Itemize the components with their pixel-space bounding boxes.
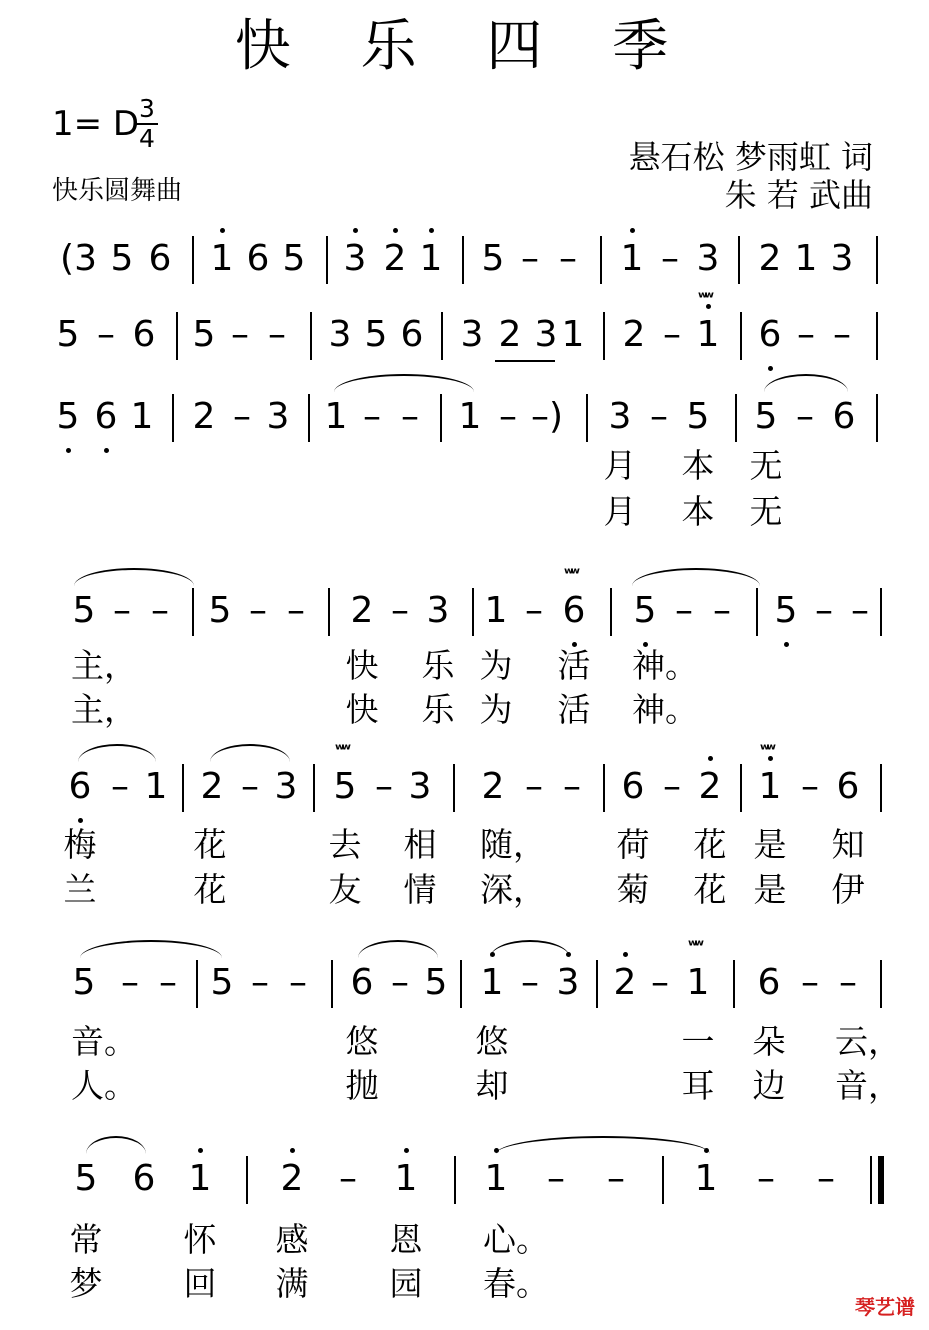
lyric-syllable: 去 xyxy=(328,825,362,864)
note: 5 xyxy=(72,962,96,1003)
lyric-syllable: 神。 xyxy=(632,690,698,729)
note: 5 xyxy=(633,590,657,631)
barline xyxy=(603,764,605,812)
note-dash: – xyxy=(268,314,286,355)
lyric-syllable: 音。 xyxy=(71,1022,137,1061)
barline xyxy=(876,236,878,284)
note: 5 xyxy=(424,962,448,1003)
slur-arc xyxy=(632,568,760,586)
lyric-syllable: 春。 xyxy=(483,1264,549,1303)
note: 6 xyxy=(621,766,645,807)
lyric-syllable: 乐 xyxy=(421,646,455,685)
note: 1 xyxy=(130,396,154,437)
note: 6 xyxy=(758,314,782,355)
note: 1 xyxy=(794,238,818,279)
note-dash: – xyxy=(661,238,679,279)
lyric-syllable: 无 xyxy=(749,492,783,531)
note-dash: – xyxy=(231,314,249,355)
note: 5 xyxy=(208,590,232,631)
note: 3 xyxy=(266,396,290,437)
note: 6 xyxy=(132,314,156,355)
octave-up-dot xyxy=(630,228,635,233)
octave-up-dot xyxy=(708,756,713,761)
note: 3 xyxy=(274,766,298,807)
octave-down-dot xyxy=(784,642,789,647)
note: 6 xyxy=(246,238,270,279)
note: 5 xyxy=(56,314,80,355)
note: 5 xyxy=(110,238,134,279)
note: 2 xyxy=(481,766,505,807)
note-dash: – xyxy=(817,1158,835,1199)
note: 2 xyxy=(383,238,407,279)
lyric-syllable: 无 xyxy=(749,446,783,485)
lyric-syllable: 耳 xyxy=(681,1066,715,1105)
note: 1 xyxy=(458,396,482,437)
note: 5 xyxy=(282,238,306,279)
octave-up-dot xyxy=(353,228,358,233)
note: 1 xyxy=(324,396,348,437)
barline xyxy=(331,960,333,1008)
staff-line-7 xyxy=(0,1156,929,1246)
note-dash: – xyxy=(651,962,669,1003)
note-dash: – xyxy=(839,962,857,1003)
note: 1 xyxy=(210,238,234,279)
note: 3 xyxy=(534,314,558,355)
lyric-syllable: 伊 xyxy=(831,870,865,909)
note-dash: – xyxy=(401,396,419,437)
slur-arc xyxy=(86,1136,146,1154)
note: 6 xyxy=(148,238,172,279)
note: 1 xyxy=(694,1158,718,1199)
mordent-mark: ʷʷ xyxy=(564,564,577,583)
lyric-syllable: 心。 xyxy=(483,1220,549,1259)
key-signature: 1= D xyxy=(52,104,140,144)
slur-arc xyxy=(80,940,222,958)
note-dash: – xyxy=(663,766,681,807)
note-dash: – xyxy=(391,962,409,1003)
lyric-syllable: 朵 xyxy=(752,1022,786,1061)
note: 6 xyxy=(836,766,860,807)
lyric-syllable: 边 xyxy=(752,1066,786,1105)
note: 3 xyxy=(426,590,450,631)
note: 5 xyxy=(754,396,778,437)
barline xyxy=(735,394,737,442)
lyric-syllable: 随， xyxy=(480,825,546,864)
octave-up-dot xyxy=(623,952,628,957)
final-barline xyxy=(870,1156,886,1204)
note-dash: – xyxy=(607,1158,625,1199)
note-dash: – xyxy=(233,396,251,437)
barline xyxy=(310,312,312,360)
lyric-syllable: 悠 xyxy=(345,1022,379,1061)
note: 5 xyxy=(74,1158,98,1199)
note-dash: – xyxy=(796,396,814,437)
lyric-syllable: 乐 xyxy=(421,690,455,729)
time-signature-bottom: 4 xyxy=(139,124,155,153)
lyric-syllable: 抛 xyxy=(345,1066,379,1105)
slur-arc xyxy=(496,1136,710,1154)
time-signature xyxy=(136,96,158,152)
note: (3 xyxy=(60,238,97,279)
note-dash: – xyxy=(499,396,517,437)
note: 1 xyxy=(561,314,585,355)
lyric-syllable: 为 xyxy=(479,690,513,729)
octave-down-dot xyxy=(66,448,71,453)
slur-arc xyxy=(210,744,290,762)
note-dash: – xyxy=(675,590,693,631)
mordent-mark: ʷʷ xyxy=(688,936,701,955)
lyric-syllable: 云， xyxy=(835,1022,901,1061)
slur-arc xyxy=(490,940,570,958)
underline-beam xyxy=(495,360,555,362)
note: 1 xyxy=(686,962,710,1003)
note-dash: – xyxy=(801,766,819,807)
slur-arc xyxy=(78,744,156,762)
barline xyxy=(172,394,174,442)
note-dash: – xyxy=(121,962,139,1003)
lyric-syllable: 快 xyxy=(345,690,379,729)
note-dash: – xyxy=(833,314,851,355)
barline xyxy=(182,764,184,812)
octave-up-dot xyxy=(393,228,398,233)
lyric-syllable: 花 xyxy=(193,870,227,909)
barline xyxy=(462,236,464,284)
note-dash: – xyxy=(339,1158,357,1199)
watermark-logo: 琴艺谱 xyxy=(855,1295,915,1319)
lyric-syllable: 本 xyxy=(681,446,715,485)
lyric-syllable: 友 xyxy=(328,870,362,909)
barline xyxy=(733,960,735,1008)
lyricist-credit: 悬石松 梦雨虹 词 xyxy=(628,138,873,176)
note-dash: – xyxy=(525,590,543,631)
barline xyxy=(740,764,742,812)
note-dash: – xyxy=(815,590,833,631)
note-dash: – xyxy=(851,590,869,631)
lyric-syllable: 快 xyxy=(345,646,379,685)
lyric-syllable: 花 xyxy=(693,870,727,909)
lyric-syllable: 主， xyxy=(71,646,137,685)
tempo-marking: 快乐圆舞曲 xyxy=(52,176,183,206)
note: 5 xyxy=(774,590,798,631)
note: 5 xyxy=(686,396,710,437)
note: 1 xyxy=(696,314,720,355)
lyric-syllable: 园 xyxy=(389,1264,423,1303)
note: 3 xyxy=(696,238,720,279)
note: 3 xyxy=(343,238,367,279)
note-dash: – xyxy=(650,396,668,437)
barline xyxy=(472,588,474,636)
note: 1 xyxy=(419,238,443,279)
barline xyxy=(460,960,462,1008)
lyric-syllable: 音， xyxy=(835,1066,901,1105)
note: 3 xyxy=(328,314,352,355)
lyric-syllable: 梦 xyxy=(69,1264,103,1303)
barline xyxy=(192,588,194,636)
note: 1 xyxy=(620,238,644,279)
octave-up-dot xyxy=(290,1148,295,1153)
barline xyxy=(176,312,178,360)
barline xyxy=(441,312,443,360)
mordent-mark: ʷʷ xyxy=(335,740,348,759)
note: 2 xyxy=(613,962,637,1003)
note-dash: – xyxy=(797,314,815,355)
lyric-syllable: 常 xyxy=(69,1220,103,1259)
lyric-syllable: 菊 xyxy=(616,870,650,909)
note: 2 xyxy=(498,314,522,355)
lyric-syllable: 却 xyxy=(475,1066,509,1105)
lyric-syllable: 是 xyxy=(753,825,787,864)
lyric-syllable: 情 xyxy=(403,870,437,909)
barline xyxy=(586,394,588,442)
lyric-syllable: 相 xyxy=(403,825,437,864)
note: 6 xyxy=(400,314,424,355)
barline xyxy=(740,312,742,360)
lyric-syllable: 本 xyxy=(681,492,715,531)
note: 3 xyxy=(556,962,580,1003)
lyric-syllable: 怀 xyxy=(183,1220,217,1259)
mordent-mark: ʷʷ xyxy=(698,288,711,307)
octave-up-dot xyxy=(404,1148,409,1153)
staff-line-3 xyxy=(0,394,929,484)
barline xyxy=(453,764,455,812)
lyric-syllable: 梅 xyxy=(63,825,97,864)
note-dash: – xyxy=(287,590,305,631)
lyric-syllable: 知 xyxy=(831,825,865,864)
note-dash: – xyxy=(525,766,543,807)
barline xyxy=(880,764,882,812)
lyric-syllable: 是 xyxy=(753,870,787,909)
lyric-syllable: 荷 xyxy=(616,825,650,864)
lyric-syllable: 一 xyxy=(681,1022,715,1061)
note: 5 xyxy=(481,238,505,279)
barline xyxy=(603,312,605,360)
barline xyxy=(880,960,882,1008)
octave-up-dot xyxy=(429,228,434,233)
barline xyxy=(313,764,315,812)
octave-down-dot xyxy=(78,818,83,823)
note: 2 xyxy=(280,1158,304,1199)
note: 1 xyxy=(144,766,168,807)
note: 1 xyxy=(188,1158,212,1199)
note: 1 xyxy=(484,590,508,631)
note-dash: – xyxy=(521,238,539,279)
note: 6 xyxy=(832,396,856,437)
note: 3 xyxy=(408,766,432,807)
lyric-syllable: 满 xyxy=(275,1264,309,1303)
note-dash: – xyxy=(547,1158,565,1199)
note-dash: – xyxy=(563,766,581,807)
note-dash: – xyxy=(559,238,577,279)
barline xyxy=(440,394,442,442)
barline xyxy=(756,588,758,636)
note: 1 xyxy=(484,1158,508,1199)
note: 6 xyxy=(94,396,118,437)
note: 5 xyxy=(192,314,216,355)
barline xyxy=(880,588,882,636)
note: 2 xyxy=(200,766,224,807)
barline xyxy=(454,1156,456,1204)
note: 1 xyxy=(758,766,782,807)
note: 2 xyxy=(192,396,216,437)
note: 5 xyxy=(333,766,357,807)
note: 5 xyxy=(210,962,234,1003)
note-dash: –) xyxy=(531,396,564,437)
barline xyxy=(876,312,878,360)
note-dash: – xyxy=(97,314,115,355)
mordent-mark: ʷʷ xyxy=(760,740,773,759)
note-dash: – xyxy=(289,962,307,1003)
lyric-syllable: 回 xyxy=(183,1264,217,1303)
note-dash: – xyxy=(363,396,381,437)
barline xyxy=(196,960,198,1008)
lyric-syllable: 活 xyxy=(557,646,591,685)
note-dash: – xyxy=(241,766,259,807)
octave-up-dot xyxy=(198,1148,203,1153)
note-dash: – xyxy=(375,766,393,807)
lyric-syllable: 人。 xyxy=(71,1066,137,1105)
lyric-syllable: 活 xyxy=(557,690,591,729)
barline xyxy=(662,1156,664,1204)
lyric-syllable: 感 xyxy=(275,1220,309,1259)
note: 2 xyxy=(622,314,646,355)
slur-arc xyxy=(74,568,194,586)
lyric-syllable: 深， xyxy=(480,870,546,909)
slur-arc xyxy=(358,940,438,958)
composer-credit: 朱 若 武曲 xyxy=(724,176,873,214)
note: 6 xyxy=(350,962,374,1003)
note: 6 xyxy=(68,766,92,807)
barline xyxy=(876,394,878,442)
barline xyxy=(246,1156,248,1204)
lyric-syllable: 悠 xyxy=(475,1022,509,1061)
note: 6 xyxy=(562,590,586,631)
note: 1 xyxy=(480,962,504,1003)
lyric-syllable: 花 xyxy=(693,825,727,864)
note-dash: – xyxy=(391,590,409,631)
note-dash: – xyxy=(113,590,131,631)
note: 5 xyxy=(72,590,96,631)
note: 6 xyxy=(132,1158,156,1199)
barline xyxy=(326,236,328,284)
note: 2 xyxy=(758,238,782,279)
note-dash: – xyxy=(757,1158,775,1199)
lyric-syllable: 神。 xyxy=(632,646,698,685)
lyric-syllable: 主， xyxy=(71,690,137,729)
lyric-syllable: 恩 xyxy=(389,1220,423,1259)
barline xyxy=(600,236,602,284)
lyric-syllable: 为 xyxy=(479,646,513,685)
lyric-syllable: 花 xyxy=(193,825,227,864)
lyric-syllable: 月 xyxy=(603,492,637,531)
note-dash: – xyxy=(251,962,269,1003)
note: 5 xyxy=(364,314,388,355)
octave-up-dot xyxy=(220,228,225,233)
lyric-syllable: 兰 xyxy=(63,870,97,909)
note-dash: – xyxy=(801,962,819,1003)
note-dash: – xyxy=(663,314,681,355)
barline xyxy=(596,960,598,1008)
note-dash: – xyxy=(111,766,129,807)
lyric-syllable: 月 xyxy=(603,446,637,485)
time-signature-top: 3 xyxy=(139,94,155,123)
song-title: 快 乐 四 季 xyxy=(234,14,695,79)
note-dash: – xyxy=(151,590,169,631)
octave-down-dot xyxy=(104,448,109,453)
note: 3 xyxy=(460,314,484,355)
note-dash: – xyxy=(521,962,539,1003)
note: 5 xyxy=(56,396,80,437)
note: 2 xyxy=(698,766,722,807)
note-dash: – xyxy=(713,590,731,631)
barline xyxy=(738,236,740,284)
note: 3 xyxy=(830,238,854,279)
barline xyxy=(308,394,310,442)
barline xyxy=(192,236,194,284)
note: 1 xyxy=(394,1158,418,1199)
octave-down-dot xyxy=(768,366,773,371)
note: 2 xyxy=(350,590,374,631)
barline xyxy=(328,588,330,636)
note: 3 xyxy=(608,396,632,437)
barline xyxy=(610,588,612,636)
note-dash: – xyxy=(249,590,267,631)
note: 6 xyxy=(757,962,781,1003)
note-dash: – xyxy=(159,962,177,1003)
